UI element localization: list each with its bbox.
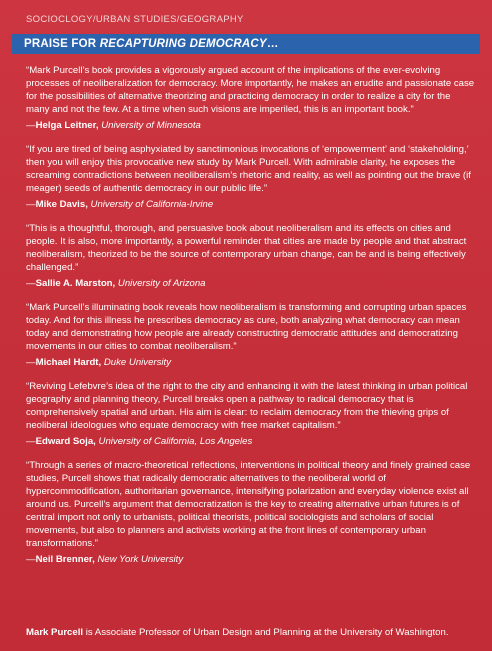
blurb: [26, 222, 476, 290]
blurb-attribution: [26, 554, 476, 566]
praise-prefix: PRAISE FOR: [24, 38, 100, 50]
blurb-attribution: [26, 278, 476, 290]
blurb: [26, 459, 476, 566]
category-label: SOCIOCLOGY/URBAN STUDIES/GEOGRAPHY: [26, 14, 244, 25]
blurb-attribution: [26, 357, 476, 369]
attribution-name: Mike Davis,: [35, 199, 88, 210]
attribution-name: Edward Soja,: [35, 436, 96, 447]
praise-header: [12, 34, 480, 54]
attribution-affiliation: University of Minnesota: [101, 120, 201, 131]
blurb-attribution: [26, 199, 476, 211]
attribution-dash: —: [26, 554, 36, 565]
author-bio: [26, 627, 486, 639]
attribution-dash: —: [26, 436, 36, 447]
blurb: [26, 380, 476, 448]
attribution-affiliation: New York University: [97, 554, 184, 565]
blurb-attribution: [26, 120, 476, 132]
blurb-quote: “Mark Purcell’s illuminating book reveals how neoliberalism is transforming and corrupting urban spaces today. And for this illness he prescribes democracy as cure, both analyzing what democracy can mean today and demonstrating how people are already constructing democratic attitudes and democratizing movements in our cities to combat neoliberalism.”: [26, 302, 467, 352]
attribution-dash: —: [26, 120, 36, 131]
attribution-affiliation: University of Arizona: [117, 278, 206, 289]
blurb-quote: “Through a series of macro-theoretical reflections, interventions in political theory and finely grained case studies, Purcell shows that radically democratic alternatives to the neoliberal world of hypercommodification, authoritarian governance, intensifying polarization and everyday violence exist all around us. Purcell’s argument that democratization is the key to creating alternative urban futures is of central import not only to urbanists, political theorists, political sociologists and scholars of social movements, but also to planners and activists working at the front lines of contemporary urban transformations.”: [26, 460, 471, 549]
blurb-quote: “Reviving Lefebvre’s idea of the right to the city and enhancing it with the latest thinking in urban political geography and planning theory, Purcell breaks open a pathway to radical democracy that is comprehensively spatial and urban. His aim is clear: to reclaim democracy from the thieving grips of neoliberal ideologues who equate democracy with free market capitalism.”: [26, 381, 468, 431]
blurb-quote: “This is a thoughtful, thorough, and persuasive book about neoliberalism and its effects on cities and people. It is also, more importantly, a powerful reminder that cities are made by people and that abstract neoliberalism, theorized to be the source of contemporary urban change, can be and is being effectively challenged.”: [26, 223, 467, 273]
author-name: Mark Purcell: [26, 627, 84, 638]
blurb: [26, 301, 476, 369]
author-bio-text: is Associate Professor of Urban Design and Planning at the University of Washington.: [83, 627, 449, 638]
attribution-dash: —: [26, 199, 36, 210]
attribution-affiliation: University of California-Irvine: [90, 199, 214, 210]
attribution-name: Sallie A. Marston,: [35, 278, 116, 289]
blurb: [26, 64, 476, 132]
attribution-name: Neil Brenner,: [35, 554, 95, 565]
blurb: [26, 143, 476, 211]
attribution-name: Helga Leitner,: [35, 120, 99, 131]
attribution-dash: —: [26, 278, 36, 289]
blurb-list: [26, 64, 476, 577]
blurb-quote: “Mark Purcell’s book provides a vigorously argued account of the implications of the ever-evolving processes of neoliberalization for democracy. More importantly, he makes an erudite and passionate case for the possibilities of alternative theorizing and practicing democracy in order to realize a city for the many and not the few. At a time when such visions are imperiled, this is an important book.”: [26, 65, 475, 115]
attribution-name: Michael Hardt,: [35, 357, 102, 368]
praise-book-title: RECAPTURING DEMOCRACY: [99, 38, 267, 50]
blurb-attribution: [26, 436, 476, 448]
attribution-affiliation: Duke University: [103, 357, 172, 368]
praise-suffix: …: [266, 38, 279, 50]
blurb-quote: “If you are tired of being asphyxiated by sanctimonious invocations of ‘empowerment’ and ‘stakeholding,’ then you will enjoy this provocative new study by Mark Purcell. With admirable clarity, he exposes the screaming contradictions between neoliberalism’s rhetoric and reality, as well as pointing out the brave (if meager) seeds of authentic democracy in our public life.”: [26, 144, 471, 194]
attribution-affiliation: University of California, Los Angeles: [98, 436, 253, 447]
attribution-dash: —: [26, 357, 36, 368]
